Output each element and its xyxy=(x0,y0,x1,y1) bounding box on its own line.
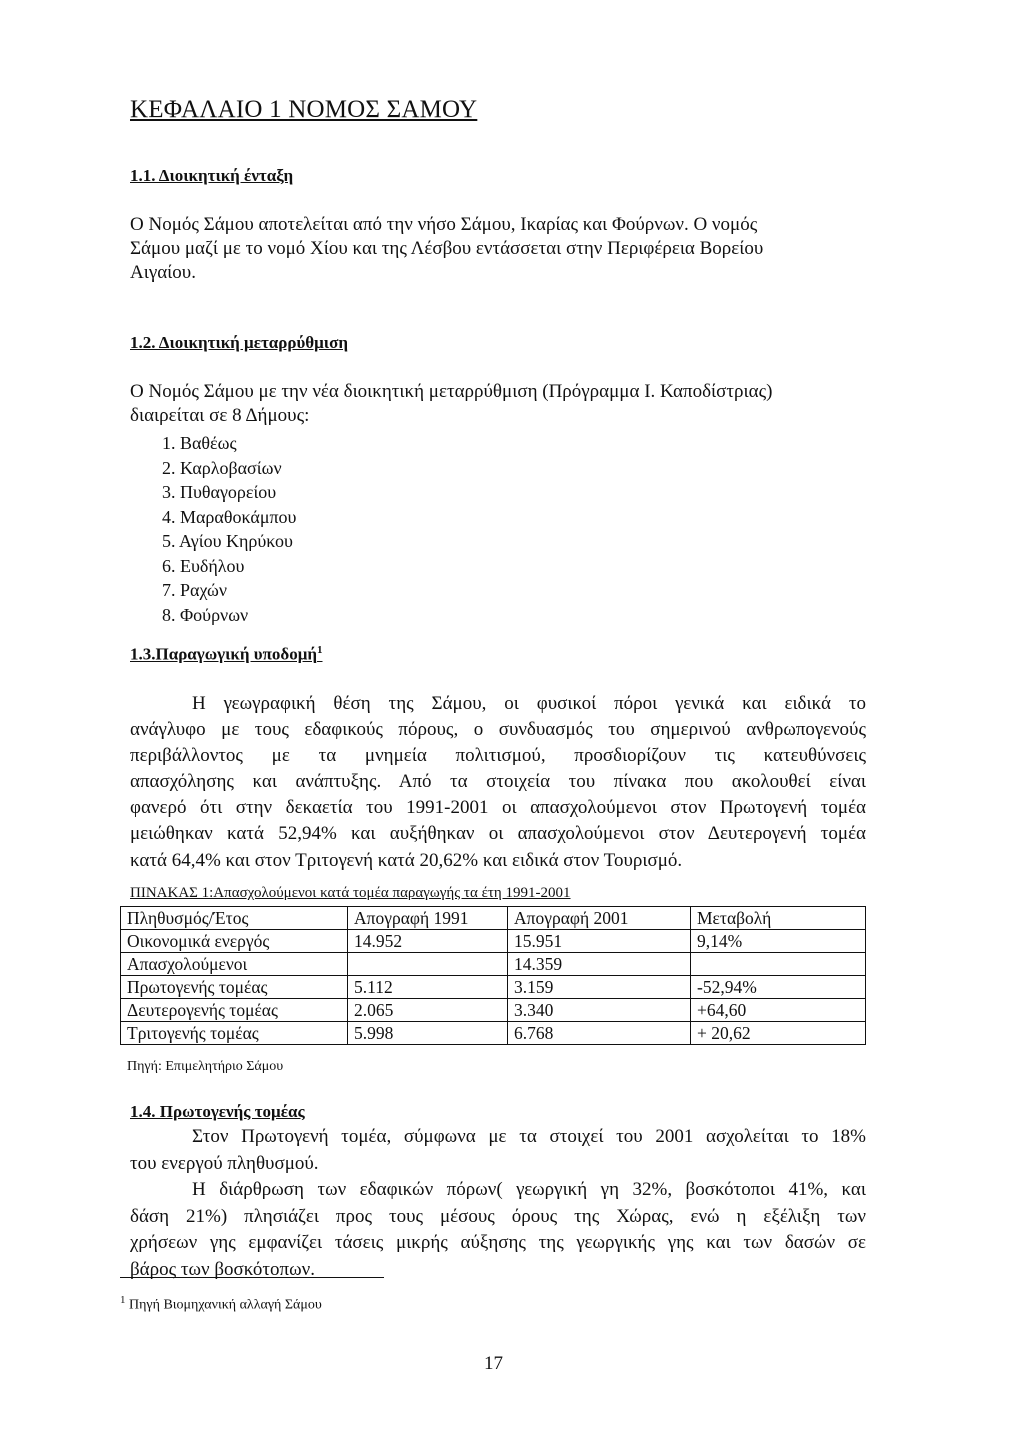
text-line: χρήσεων γης εμφανίζει τάσεις μικρής αύξησης της γεωργικής γης και των δασών σε xyxy=(130,1232,866,1253)
text-line: Ο Νομός Σάμου με την νέα διοικητική μεταρρύθμιση (Πρόγραμμα Ι. Καποδίστριας) xyxy=(130,381,773,402)
table-cell: 5.112 xyxy=(348,976,508,999)
text-line: απασχόλησης και ανάπτυξης. Από τα στοιχεία του πίνακα που ακολουθεί είναι xyxy=(130,771,866,793)
table-cell: 15.951 xyxy=(508,930,691,953)
text-line: μειώθηκαν κατά 52,94% και αυξήθηκαν οι απασχολούμενοι στον Δευτερογενή τομέα xyxy=(130,823,866,845)
heading-text: 1.3.Παραγωγική υποδομή xyxy=(130,644,317,664)
table-cell: Οικονομικά ενεργός xyxy=(121,930,348,953)
table-cell: Τριτογενής τομέας xyxy=(121,1022,348,1045)
header-cell: Απογραφή 1991 xyxy=(348,907,508,930)
page-number: 17 xyxy=(484,1353,503,1374)
table-cell: Απασχολούμενοι xyxy=(121,953,348,976)
list-item: 4. Μαραθοκάμπου xyxy=(162,506,297,527)
table-cell: 3.159 xyxy=(508,976,691,999)
table-cell: 6.768 xyxy=(508,1022,691,1045)
list-item: 7. Ραχών xyxy=(162,580,228,600)
text-line: περιβάλλοντος με τα μνημεία πολιτισμού, προσδιορίζουν τις κατευθύνσεις xyxy=(130,745,866,767)
table-cell: 9,14% xyxy=(691,930,866,953)
header-cell: Απογραφή 2001 xyxy=(508,907,691,930)
section-1-2-heading: 1.2. Διοικητική μεταρρύθμιση xyxy=(130,333,348,352)
table-row xyxy=(121,953,866,976)
table-cell: +64,60 xyxy=(691,999,866,1022)
footnote-divider xyxy=(120,1277,384,1278)
table-header-row xyxy=(121,907,866,930)
section-1-4-body xyxy=(130,1124,866,1283)
list-item: 8. Φούρνων xyxy=(162,604,249,625)
table-cell: Δευτερογενής τομέας xyxy=(121,999,348,1022)
table-row xyxy=(121,976,866,999)
section-1-4-heading: 1.4. Πρωτογενής τομέας xyxy=(130,1102,305,1121)
table-cell xyxy=(691,953,866,976)
list-item: 1. Βαθέως xyxy=(162,433,237,453)
table-cell: + 20,62 xyxy=(691,1022,866,1045)
table-row xyxy=(121,930,866,953)
table-cell xyxy=(348,953,508,976)
table-row xyxy=(121,999,866,1022)
municipality-list xyxy=(162,431,296,627)
footnote-number: 1 xyxy=(120,1294,126,1306)
text-line: βάρος των βοσκότοπων. xyxy=(130,1258,315,1280)
table-cell: 14.952 xyxy=(348,930,508,953)
table-cell: 2.065 xyxy=(348,999,508,1022)
text-line: του ενεργού πληθυσμού. xyxy=(130,1152,319,1174)
text-line: Αιγαίου. xyxy=(130,262,196,283)
section-1-3-body xyxy=(130,691,866,874)
list-item: 6. Ευδήλου xyxy=(162,555,245,576)
footnote xyxy=(120,1294,322,1314)
section-1-3-heading xyxy=(130,644,323,665)
text-line: Η διάρθρωση των εδαφικών πόρων( γεωργική γη 32%, βοσκότοποι 41%, και xyxy=(192,1179,866,1200)
table-cell: 3.340 xyxy=(508,999,691,1022)
table-row xyxy=(121,1022,866,1045)
table-cell: Πρωτογενής τομέας xyxy=(121,976,348,999)
text-line: δάση 21%) πλησιάζει προς τους μέσους όρους της Χώρας, ενώ η εξέλιξη των xyxy=(130,1205,866,1227)
header-cell: Πληθυσμός/Έτος xyxy=(121,907,348,930)
table-cell: -52,94% xyxy=(691,976,866,999)
table-cell: 5.998 xyxy=(348,1022,508,1045)
text-line: Στον Πρωτογενή τομέα, σύμφωνα με τα στοιχεί του 2001 ασχολείται το 18% xyxy=(192,1126,866,1147)
text-line: Η γεωγραφική θέση της Σάμου, οι φυσικοί πόροι γενικά και ειδικά το xyxy=(192,693,866,714)
table-cell: 14.359 xyxy=(508,953,691,976)
text-line: ανάγλυφο με τους εδαφικούς πόρους, ο συνδυασμός του σημερινού ανθρωπογενούς xyxy=(130,719,866,741)
footnote-mark: 1 xyxy=(317,644,323,656)
chapter-title: ΚΕΦΑΛΑΙΟ 1 ΝΟΜΟΣ ΣΑΜΟΥ xyxy=(130,96,478,123)
section-1-2-intro xyxy=(130,380,772,428)
employment-table xyxy=(120,906,866,1045)
header-cell: Μεταβολή xyxy=(691,907,866,930)
section-1-1-body xyxy=(130,213,763,285)
text-line: Ο Νομός Σάμου αποτελείται από την νήσο Σάμου, Ικαρίας και Φούρνων. Ο νομός xyxy=(130,214,758,235)
list-item: 5. Αγίου Κηρύκου xyxy=(162,531,293,551)
section-1-1-heading: 1.1. Διοικητική ένταξη xyxy=(130,166,294,185)
list-item: 3. Πυθαγορείου xyxy=(162,482,277,502)
table-source: Πηγή: Επιμελητήριο Σάμου xyxy=(127,1059,284,1074)
table-caption: ΠΙΝΑΚΑΣ 1:Απασχολούμενοι κατά τομέα παραγωγής τα έτη 1991-2001 xyxy=(130,885,571,901)
list-item: 2. Καρλοβασίων xyxy=(162,457,282,478)
text-line: διαιρείται σε 8 Δήμους: xyxy=(130,405,310,426)
text-line: φανερό ότι στην δεκαετία του 1991-2001 οι απασχολούμενοι στον Πρωτογενή τομέα xyxy=(130,797,866,819)
text-line: Σάμου μαζί με το νομό Χίου και της Λέσβου εντάσσεται στην Περιφέρεια Βορείου xyxy=(130,238,764,259)
footnote-text: Πηγή Βιομηχανική αλλαγή Σάμου xyxy=(129,1297,322,1313)
text-line: κατά 64,4% και στον Τριτογενή κατά 20,62% και ειδικά στον Τουρισμό. xyxy=(130,849,683,871)
